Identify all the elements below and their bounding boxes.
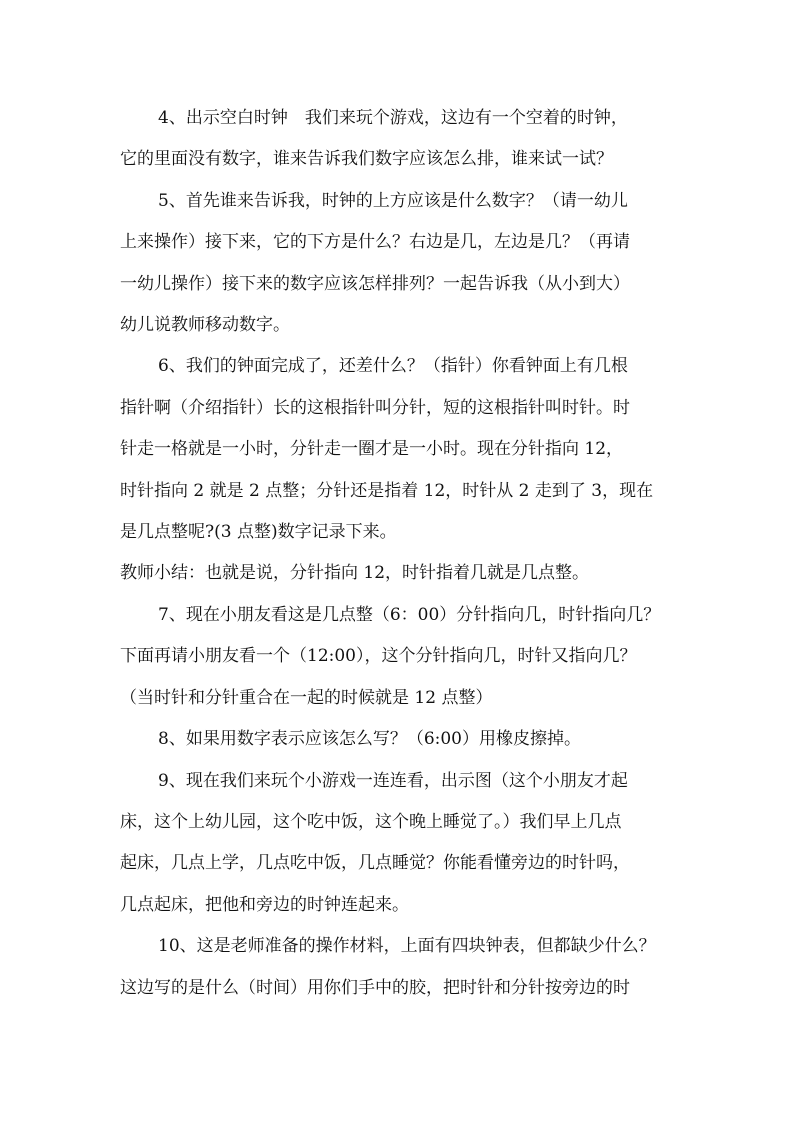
teacher-summary: 教师小结：也就是说，分针指向 12，时针指着几就是几点整。 <box>120 563 590 583</box>
paragraph-5-line-2: 上来操作）接下来，它的下方是什么？右边是几，左边是几？（再请 <box>120 232 630 252</box>
paragraph-9-line-3: 起床，几点上学，几点吃中饭，几点睡觉？你能看懂旁边的时针吗， <box>120 853 630 873</box>
paragraph-10-line-1: 10、这是老师准备的操作材料，上面有四块钟表，但都缺少什么？ <box>158 936 656 956</box>
paragraph-8-line-1: 8、如果用数字表示应该怎么写？（6:00）用橡皮擦掉。 <box>158 729 581 749</box>
paragraph-7-line-2: 下面再请小朋友看一个（12:00），这个分针指向几，时针又指向几？ <box>120 646 637 666</box>
paragraph-5-line-3: 一幼儿操作）接下来的数字应该怎样排列？一起告诉我（从小到大） <box>120 274 630 294</box>
paragraph-6-line-2: 指针啊（介绍指针）长的这根指针叫分针，短的这根指针叫时针。时 <box>120 398 630 418</box>
paragraph-9-line-2: 床，这个上幼儿园，这个吃中饭，这个晚上睡觉了。）我们早上几点 <box>120 812 622 832</box>
paragraph-6-line-3: 针走一格就是一小时，分针走一圈才是一小时。现在分针指向 12， <box>120 439 624 459</box>
paragraph-5-line-4: 幼儿说教师移动数字。 <box>120 315 290 335</box>
paragraph-6-line-5: 是几点整呢?(3 点整)数字记录下来。 <box>120 522 397 542</box>
paragraph-6-line-1: 6、我们的钟面完成了，还差什么？（指针）你看钟面上有几根 <box>158 356 628 376</box>
paragraph-7-line-3: （当时针和分针重合在一起的时候就是 12 点整） <box>120 688 493 708</box>
paragraph-7-line-1: 7、现在小朋友看这是几点整（6：00）分针指向几，时针指向几？ <box>158 605 661 625</box>
paragraph-5-line-1: 5、首先谁来告诉我，时钟的上方应该是什么数字？（请一幼儿 <box>158 191 628 211</box>
paragraph-9-line-1: 9、现在我们来玩个小游戏一连连看，出示图（这个小朋友才起 <box>158 771 628 791</box>
paragraph-9-line-4: 几点起床，把他和旁边的时钟连起来。 <box>120 895 409 915</box>
paragraph-10-line-2: 这边写的是什么（时间）用你们手中的胶，把时针和分针按旁边的时 <box>120 978 630 998</box>
paragraph-6-line-4: 时针指向 2 就是 2 点整；分针还是指着 12，时针从 2 走到了 3，现在 <box>120 481 654 501</box>
paragraph-4-line-2: 它的里面没有数字，谁来告诉我们数字应该怎么排，谁来试一试？ <box>120 149 613 169</box>
paragraph-4-line-1: 4、出示空白时钟 我们来玩个游戏，这边有一个空着的时钟， <box>158 108 628 128</box>
